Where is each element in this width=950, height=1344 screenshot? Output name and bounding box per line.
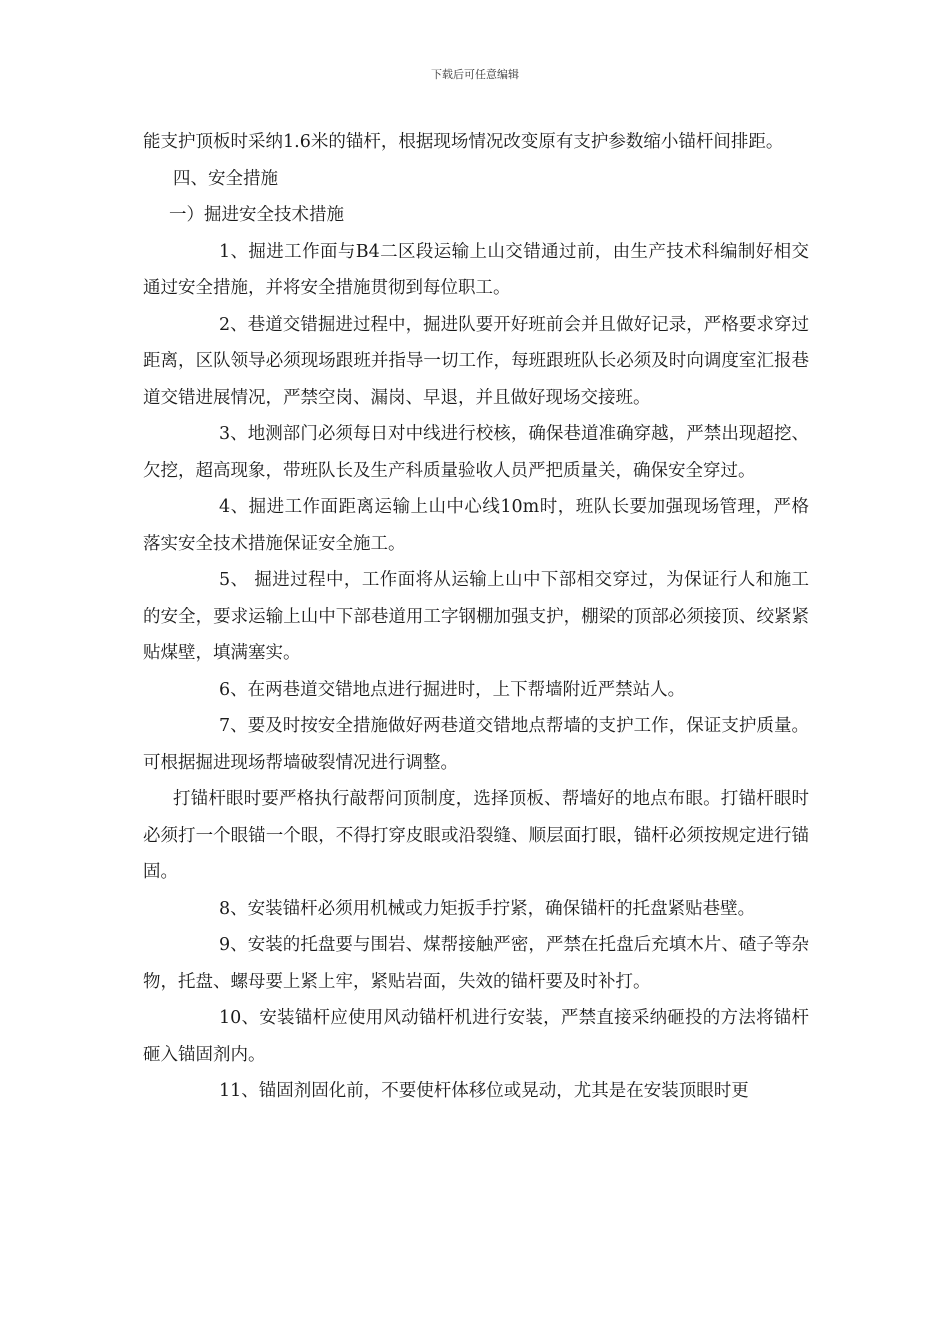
paragraph-item-1: 1、掘进工作面与B4二区段运输上山交错通过前，由生产技术科编制好相交通过安全措施，并将安全措施贯彻到每位职工。 (143, 241, 809, 298)
paragraph-item-10: 10、安装锚杆应使用风动锚杆机进行安装，严禁直接采纳砸投的方法将锚杆砸入锚固剂内。 (143, 1008, 809, 1065)
paragraph-item-6: 6、在两巷道交错地点进行掘进时，上下帮墙附近严禁站人。 (219, 679, 686, 700)
paragraph-item-8: 8、安装锚杆必须用机械或力矩扳手拧紧，确保锚杆的托盘紧贴巷壁。 (219, 898, 756, 919)
paragraph-item-7: 7、要及时按安全措施做好两巷道交错地点帮墙的支护工作，保证支护质量。可根据掘进现场帮墙破裂情况进行调整。 (143, 716, 809, 773)
document-body (143, 124, 809, 1110)
paragraph-item-2: 2、巷道交错掘进过程中，掘进队要开好班前会并且做好记录，严格要求穿过距离，区队领导必须现场跟班并指导一切工作，每班跟班队长必须及时向调度室汇报巷道交错进展情况，严禁空岗、漏岗、早退，并且做好现场交接班。 (143, 314, 809, 408)
paragraph-item-5: 5、 掘进过程中，工作面将从运输上山中下部相交穿过，为保证行人和施工的安全，要求运输上山中下部巷道用工字钢棚加强支护，棚梁的顶部必须接顶、绞紧紧贴煤壁，填满塞实。 (143, 570, 809, 663)
section-heading: 四、安全措施 (173, 168, 278, 189)
subsection-heading: 一）掘进安全技术措施 (169, 205, 344, 225)
page-header: 下载后可任意编辑 (431, 68, 519, 81)
paragraph-item-11: 11、锚固剂固化前，不要使杆体移位或晃动，尤其是在安装顶眼时更 (219, 1081, 749, 1101)
paragraph-item-3: 3、地测部门必须每日对中线进行校核，确保巷道准确穿越，严禁出现超挖、欠挖，超高现象，带班队长及生产科质量验收人员严把质量关，确保安全穿过。 (143, 424, 809, 481)
paragraph-drilling: 打锚杆眼时要严格执行敲帮问顶制度，选择顶板、帮墙好的地点布眼。打锚杆眼时必须打一个眼锚一个眼，不得打穿皮眼或沿裂缝、顺层面打眼，锚杆必须按规定进行锚固。 (143, 789, 809, 882)
paragraph-item-4: 4、掘进工作面距离运输上山中心线10m时，班队长要加强现场管理，严格落实安全技术措施保证安全施工。 (143, 497, 809, 554)
paragraph-item-9: 9、安装的托盘要与围岩、煤帮接触严密，严禁在托盘后充填木片、碴子等杂物，托盘、螺母要上紧上牢，紧贴岩面，失效的锚杆要及时补打。 (143, 935, 809, 992)
paragraph-continuation: 能支护顶板时采纳1.6米的锚杆，根据现场情况改变原有支护参数缩小锚杆间排距。 (143, 132, 784, 152)
